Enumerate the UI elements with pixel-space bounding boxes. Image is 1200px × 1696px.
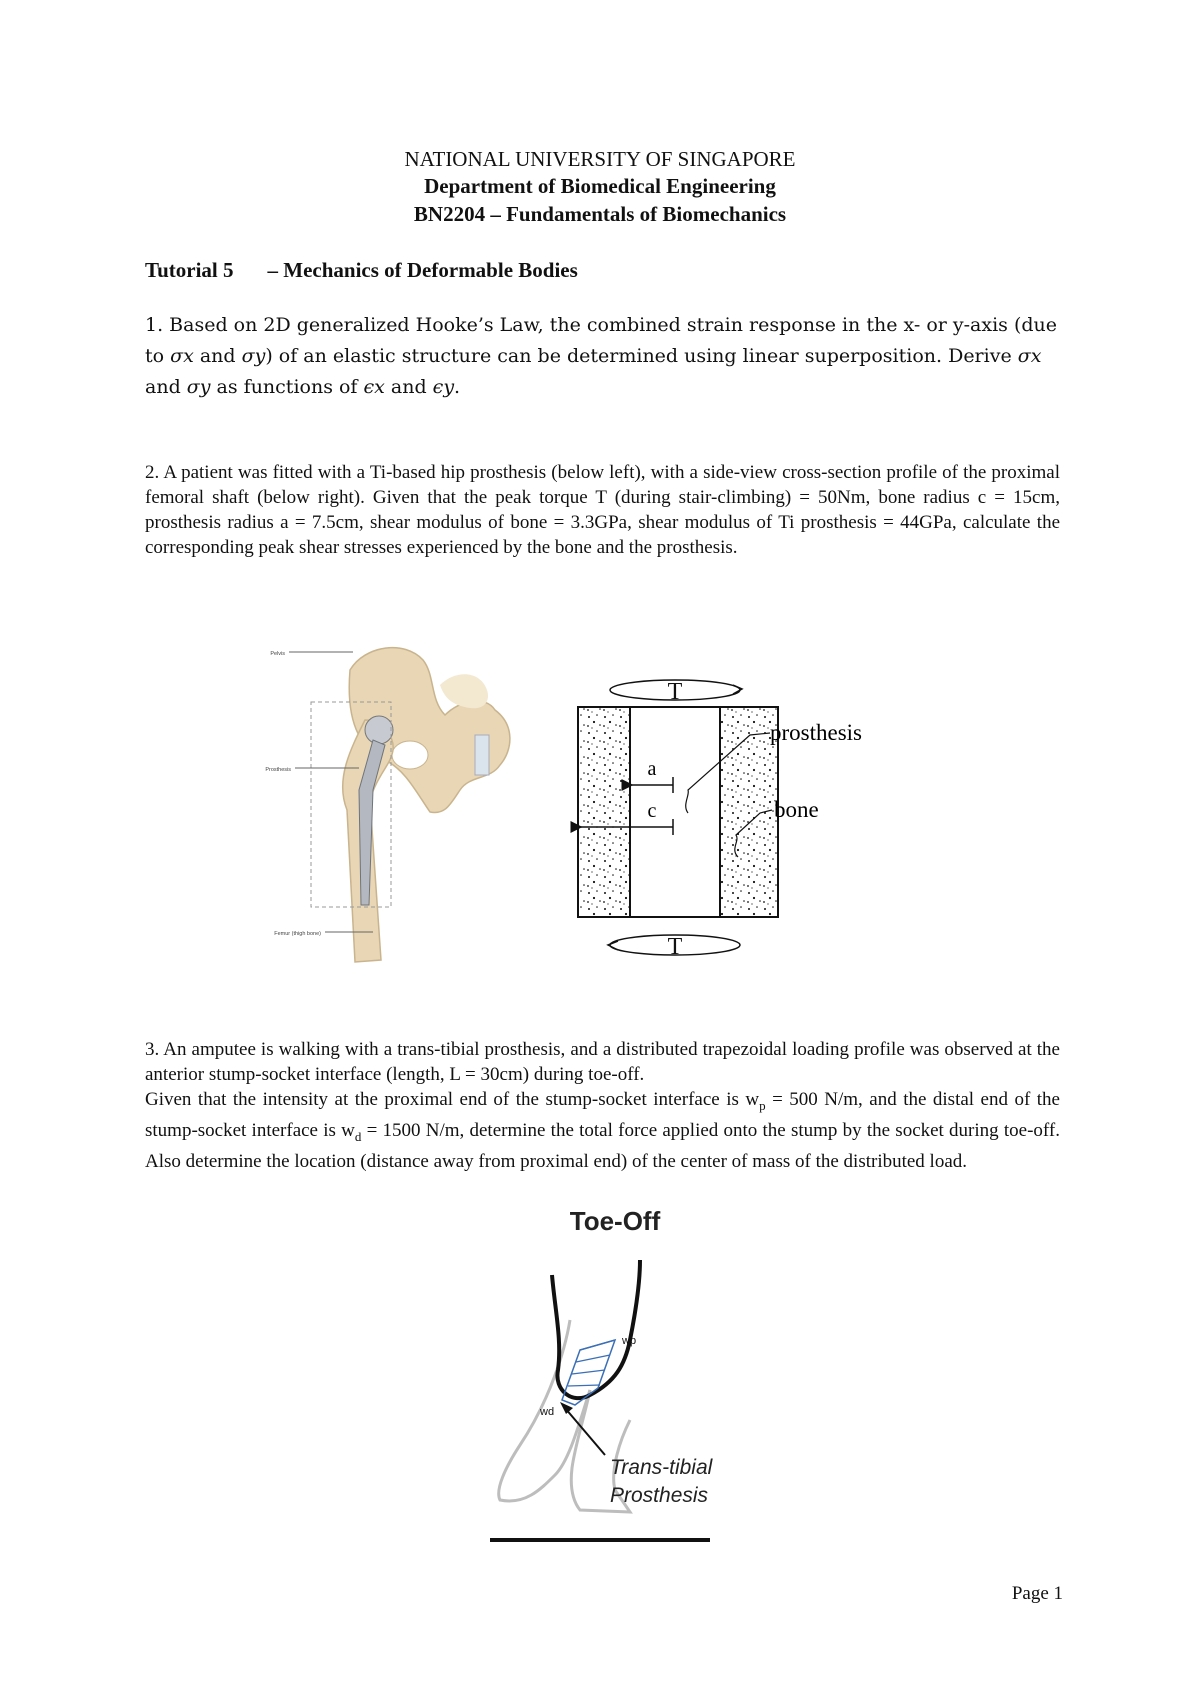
q1-text-2: ) of an elastic structure can be determined using linear superposition. Derive (265, 345, 1018, 367)
cross-section-diagram (570, 665, 970, 975)
department-name: Department of Biomedical Engineering (424, 174, 776, 198)
q3-text-3: = 1500 N/m, determine the total force applied onto the stump by the socket during toe-off. Also determine the location (distance away from proximal end) of the center of mass of the distributed load. (145, 1119, 1060, 1172)
q1-and: and (145, 376, 187, 398)
prosthesis-label: Prosthesis (610, 1484, 709, 1507)
sigma-x: σx (170, 345, 194, 367)
pelvis-label: Pelvis (270, 651, 285, 657)
torque-label-top: T (667, 679, 683, 705)
obturator-foramen (392, 741, 428, 769)
q1-text-3: as functions of (210, 376, 364, 398)
sigma-x: σx (1017, 345, 1042, 367)
load-line-2 (576, 1355, 610, 1362)
course-title: BN2204 – Fundamentals of Biomechanics (413, 202, 787, 226)
tutorial-number: Tutorial 5 (145, 258, 234, 282)
sigma-y: σy (186, 376, 211, 398)
torque-label-bottom: T (667, 934, 683, 960)
stump-socket (552, 1260, 640, 1398)
load-line-3 (572, 1370, 605, 1374)
toe-off-title: Toe-Off (569, 1206, 661, 1236)
wd-label: wd (540, 1406, 555, 1418)
toe-off-illustration (480, 1200, 800, 1555)
wp-label: wp (622, 1335, 637, 1347)
q3-paragraph-2 (145, 1087, 1060, 1174)
q1-text-1: 1. Based on 2D generalized Hooke’s Law, the combined strain response in the x- or y-axis (due to (145, 314, 1058, 367)
pubic-symphysis (475, 735, 489, 775)
bone-left-wall (579, 708, 629, 916)
dimension-c-label: c (647, 800, 657, 822)
prosthesis-label: Prosthesis (265, 767, 291, 773)
university-name: NATIONAL UNIVERSITY OF SINGAPORE (404, 147, 796, 171)
question-2: 2. A patient was fitted with a Ti-based hip prosthesis (below left), with a side-view cross-section profile of the proximal femoral shaft (below right). Given that the peak torque T (during stair-climbing) = 50Nm, bone radius c = 15cm, prosthesis radius a = 7.5cm, shear modulus of bone = 3.3GPa, shear modulus of Ti prosthesis = 44GPa, calculate the corresponding peak shear stresses experienced by the bone and the prosthesis. (145, 462, 1060, 558)
q1-and: and (193, 345, 242, 367)
dimension-a-label: a (647, 758, 657, 780)
q1-and: and (384, 376, 433, 398)
load-line-4 (568, 1385, 600, 1386)
q3-paragraph-1: 3. An amputee is walking with a trans-tibial prosthesis, and a distributed trapezoidal loading profile was observed at the anterior stump-socket interface (length, L = 30cm) during toe-off. (145, 1039, 1060, 1085)
bone-callout: bone (774, 797, 819, 822)
tutorial-title: – Mechanics of Deformable Bodies (267, 258, 578, 282)
prosthesis-head (365, 716, 393, 744)
epsilon-x: ϵx (363, 376, 385, 398)
page-number: Page 1 (1011, 1583, 1063, 1604)
q1-end: . (454, 376, 461, 398)
wp-subscript: p (759, 1097, 766, 1113)
trans-tibial-label: Trans-tibial (610, 1456, 713, 1479)
tutorial-heading (145, 258, 578, 283)
load-line-1 (580, 1340, 615, 1350)
question-1 (145, 310, 1065, 403)
hip-prosthesis-illustration (255, 640, 525, 975)
sacrum-shape (440, 674, 488, 708)
q3-text-1: Given that the intensity at the proximal end of the stump-socket interface is w (145, 1089, 760, 1110)
q3-text-2: = 500 N/m, and the distal end of the stump-socket interface is w (145, 1089, 1060, 1141)
prosthesis-callout: prosthesis (770, 720, 862, 745)
epsilon-y: ϵy (432, 376, 455, 398)
wd-subscript: d (354, 1128, 362, 1144)
sigma-y: σy (241, 345, 266, 367)
bone-right-wall (720, 708, 777, 916)
femur-label: Femur (thigh bone) (274, 931, 321, 937)
question-3 (145, 1037, 1060, 1174)
